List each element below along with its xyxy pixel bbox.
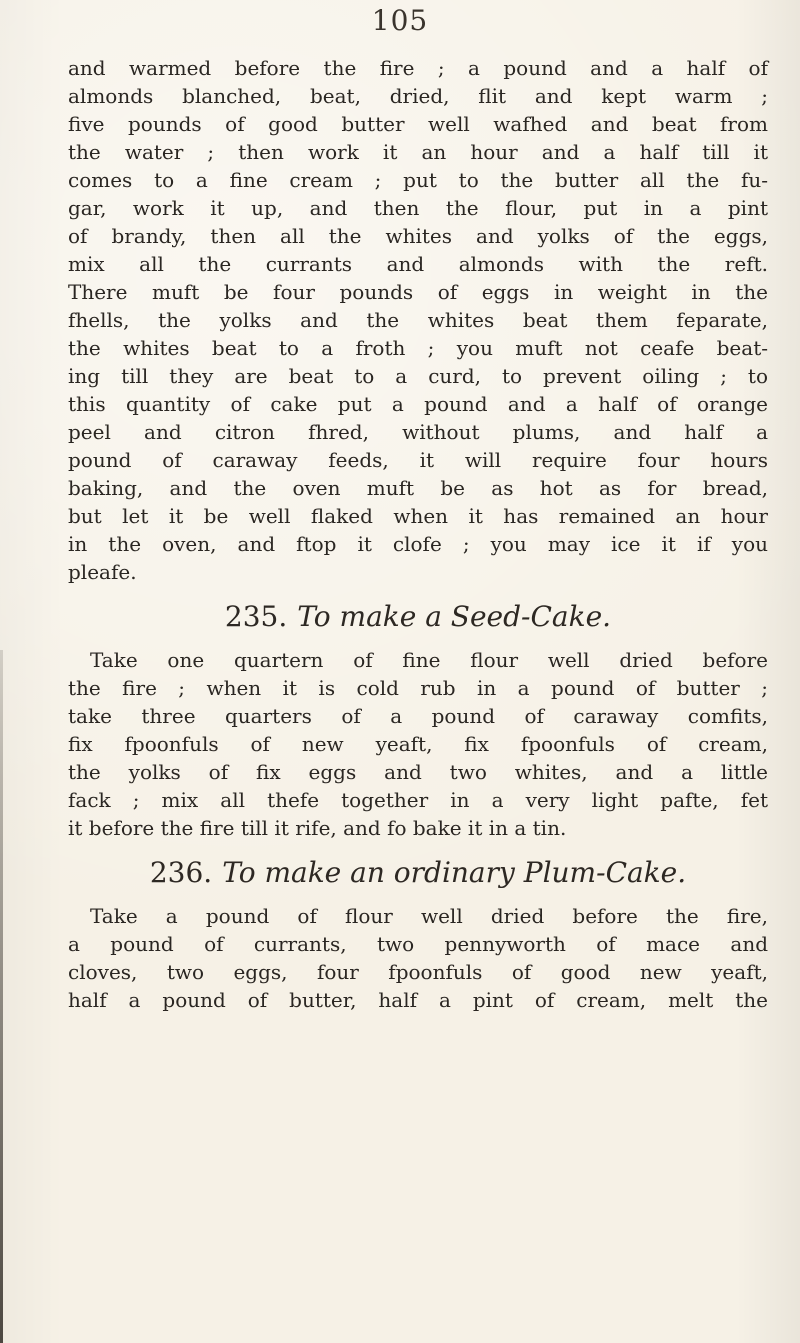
page-content	[68, 54, 768, 1014]
text-line: Take a pound of flour well dried before the fire,	[90, 904, 768, 928]
recipe-heading	[68, 854, 768, 892]
text-line: Take one quartern of fine flour well dried before	[90, 648, 768, 672]
text-line: it before the fire till it rife, and fo bake it in a tin.	[68, 816, 567, 840]
text-line: pleafe.	[68, 560, 137, 584]
text-line: fix fpoonfuls of new yeaft, fix fpoonfuls of cream,	[68, 732, 768, 756]
text-line: mix all the currants and almonds with the reft.	[68, 252, 768, 276]
continuation-paragraph	[68, 54, 768, 586]
text-line: five pounds of good butter well wafhed and beat from	[68, 112, 768, 136]
text-line: the whites beat to a froth ; you muft not ceafe beat-	[68, 336, 768, 360]
text-line: cloves, two eggs, four fpoonfuls of good new yeaft,	[68, 960, 768, 984]
text-line: in the oven, and ftop it clofe ; you may ice it if you	[68, 532, 768, 556]
text-line: of brandy, then all the whites and yolks of the eggs,	[68, 224, 768, 248]
text-line: baking, and the oven muft be as hot as for bread,	[68, 476, 768, 500]
text-line: pound of caraway feeds, it will require four hours	[68, 448, 768, 472]
text-line: the yolks of fix eggs and two whites, and a little	[68, 760, 768, 784]
text-line: and warmed before the fire ; a pound and a half of	[68, 56, 768, 80]
recipe-236	[68, 854, 768, 1014]
text-line: peel and citron fhred, without plums, and half a	[68, 420, 768, 444]
recipe-number: 235.	[224, 600, 288, 633]
text-line: almonds blanched, beat, dried, flit and kept warm ;	[68, 84, 768, 108]
text-line: comes to a fine cream ; put to the butter all the fu-	[68, 168, 768, 192]
text-line: the water ; then work it an hour and a half till it	[68, 140, 768, 164]
text-line: the fire ; when it is cold rub in a pound of butter ;	[68, 676, 768, 700]
text-line: gar, work it up, and then the flour, put in a pint	[68, 196, 768, 220]
text-line: fack ; mix all thefe together in a very light pafte, fet	[68, 788, 768, 812]
recipe-235	[68, 598, 768, 842]
recipe-heading	[68, 598, 768, 636]
text-line: fhells, the yolks and the whites beat them feparate,	[68, 308, 768, 332]
text-line: this quantity of cake put a pound and a half of orange	[68, 392, 768, 416]
recipe-title: To make a Seed-Cake.	[297, 600, 612, 633]
text-line: take three quarters of a pound of caraway comfits,	[68, 704, 768, 728]
text-line: a pound of currants, two pennyworth of mace and	[68, 932, 768, 956]
binding-edge	[0, 650, 3, 1343]
text-line: but let it be well flaked when it has remained an hour	[68, 504, 768, 528]
recipe-title: To make an ordinary Plum-Cake.	[222, 856, 687, 889]
page-number: 105	[371, 4, 429, 37]
recipe-number: 236.	[149, 856, 213, 889]
text-line: half a pound of butter, half a pint of cream, melt the	[68, 988, 768, 1012]
text-line: There muft be four pounds of eggs in weight in the	[68, 280, 768, 304]
text-line: ing till they are beat to a curd, to prevent oiling ; to	[68, 364, 768, 388]
